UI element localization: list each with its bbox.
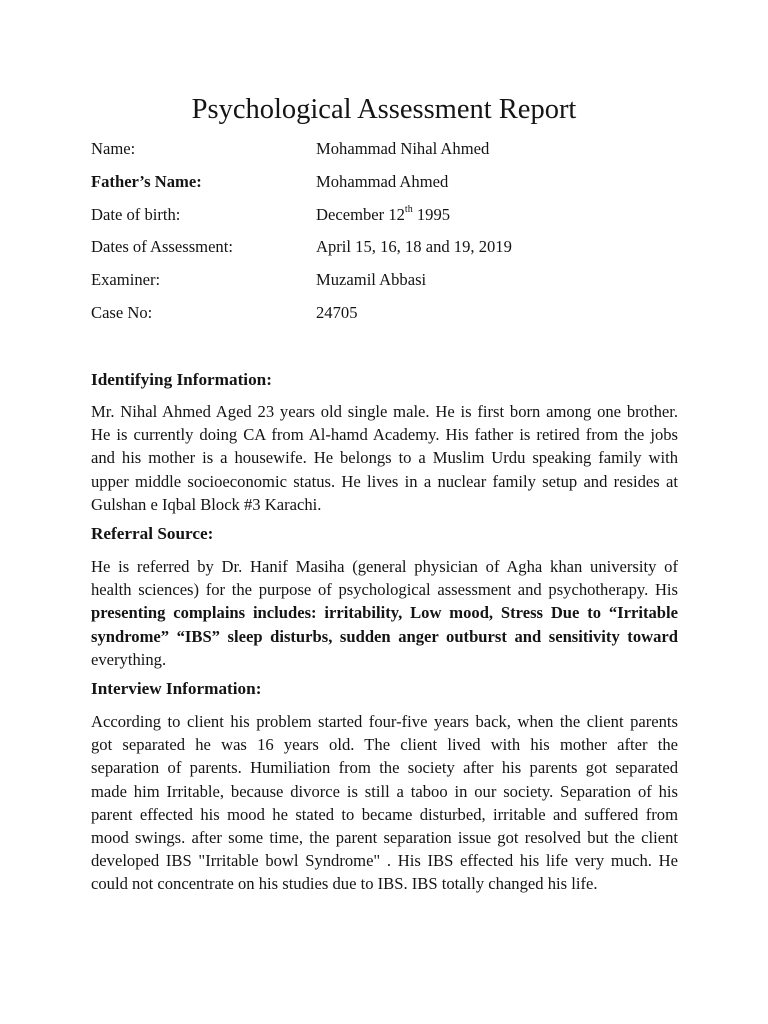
dob-label: Date of birth: bbox=[91, 205, 181, 224]
interview-information-heading: Interview Information: bbox=[91, 679, 262, 698]
report-title: Psychological Assessment Report bbox=[191, 94, 577, 125]
dob-value-ordinal: th bbox=[404, 204, 413, 216]
paragraph-line-bold: presenting complains includes: irritability, Low mood, Stress Due to “Irritable bbox=[91, 603, 678, 623]
interview-information-paragraph bbox=[91, 710, 678, 896]
referral-source-heading: Referral Source: bbox=[91, 524, 214, 543]
info-row-assessment-dates bbox=[91, 235, 691, 259]
name-label: Name: bbox=[91, 139, 136, 158]
dob-value-year: 1995 bbox=[412, 205, 451, 224]
paragraph-line-bold: syndrome” “IBS” sleep disturbs, sudden anger outburst and sensitivity toward bbox=[91, 626, 678, 646]
paragraph-line: separation of parents. Humiliation from the society after his parents got separated bbox=[91, 758, 678, 778]
paragraph-line: He is currently doing CA from Al-hamd Academy. His father is retired from the jobs bbox=[91, 425, 678, 445]
referral-source-paragraph bbox=[91, 555, 678, 671]
paragraph-line: could not concentrate on his studies due to IBS. IBS totally changed his life. bbox=[91, 874, 598, 894]
case-no-label: Case No: bbox=[91, 303, 153, 322]
father-name-label: Father’s Name: bbox=[91, 172, 202, 191]
paragraph-line: got separated he was 16 years old. The client lived with his mother after the bbox=[91, 735, 678, 755]
paragraph-line: developed IBS "Irritable bowl Syndrome" . His IBS effected his life very much. He bbox=[91, 851, 678, 871]
name-value: Mohammad Nihal Ahmed bbox=[316, 139, 490, 158]
identifying-information-paragraph bbox=[91, 400, 678, 516]
identifying-information-heading: Identifying Information: bbox=[91, 370, 272, 389]
dob-value-main: December 12 bbox=[316, 205, 405, 224]
case-no-value: 24705 bbox=[316, 303, 358, 322]
info-row-case-no bbox=[91, 301, 691, 325]
info-row-name bbox=[91, 137, 691, 161]
paragraph-line: Mr. Nihal Ahmed Aged 23 years old single male. He is first born among one brother. bbox=[91, 402, 678, 421]
paragraph-line: everything. bbox=[91, 649, 167, 669]
paragraph-line: mood swings. after some time, the parent separation issue got resolved but the client bbox=[91, 827, 678, 847]
assessment-dates-label: Dates of Assessment: bbox=[91, 237, 233, 256]
examiner-label: Examiner: bbox=[91, 270, 161, 289]
dob-value bbox=[316, 203, 450, 227]
examiner-value: Muzamil Abbasi bbox=[316, 270, 427, 289]
paragraph-line: According to client his problem started four-five years back, when the client parents bbox=[91, 712, 678, 731]
paragraph-line: parent effected his mood he stated to became disturbed, irritable and suffered from bbox=[91, 804, 678, 824]
info-row-dob bbox=[91, 203, 691, 227]
paragraph-line: He is referred by Dr. Hanif Masiha (general physician of Agha khan university of bbox=[91, 557, 678, 576]
paragraph-line: Gulshan e Iqbal Block #3 Karachi. bbox=[91, 494, 322, 514]
father-name-value: Mohammad Ahmed bbox=[316, 172, 449, 191]
info-row-father bbox=[91, 170, 691, 194]
paragraph-line: made him Irritable, because divorce is still a taboo in our society. Separation of his bbox=[91, 781, 678, 801]
paragraph-line: and his mother is a housewife. He belongs to a Muslim Urdu speaking family with bbox=[91, 448, 678, 468]
paragraph-line: health sciences) for the purpose of psychological assessment and psychotherapy. His bbox=[91, 580, 678, 600]
assessment-dates-value: April 15, 16, 18 and 19, 2019 bbox=[316, 237, 512, 256]
paragraph-line: upper middle socioeconomic status. He lives in a nuclear family setup and resides at bbox=[91, 471, 678, 491]
info-row-examiner bbox=[91, 268, 691, 292]
